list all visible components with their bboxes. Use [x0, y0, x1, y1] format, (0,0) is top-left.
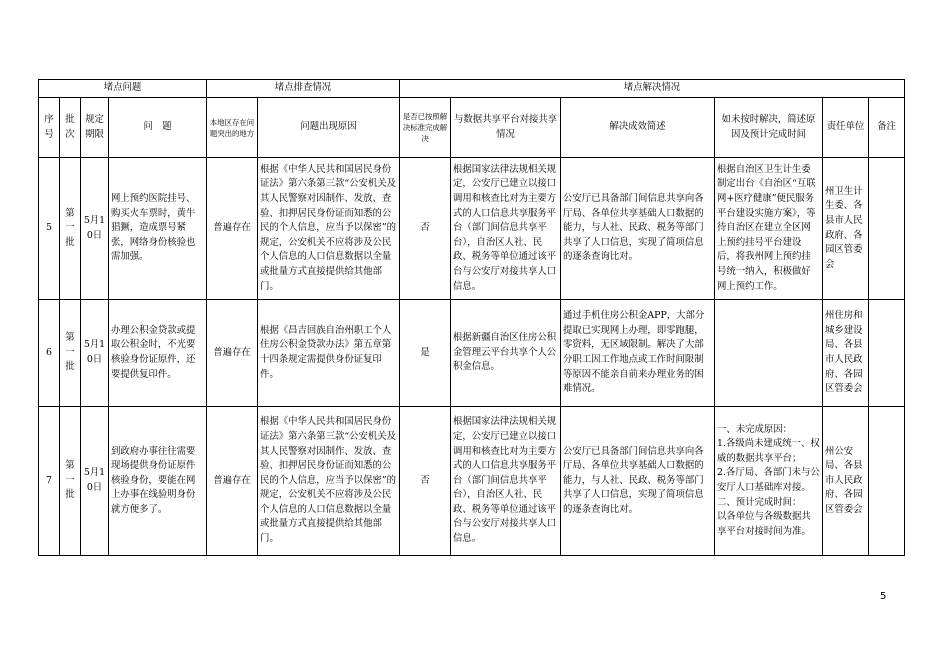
cell-seq: 7: [39, 407, 60, 556]
cell-unfinished: [715, 300, 823, 407]
header-local: 本地区存在问题突出的地方: [207, 98, 258, 158]
cell-local: 普遍存在: [207, 407, 258, 556]
cell-cause: 根据《昌吉回族自治州职工个人住房公积金贷款办法》第五章第十四条规定需提供身份证复印件。: [258, 300, 400, 407]
cell-result: 公安厅已具备部门间信息共享向各厅局、各单位共享基础人口数据的能力，与人社、民政、税务等部门共享了人口信息，实现了简项信息的逐条查询比对。: [561, 158, 715, 300]
cell-resolved: 是: [400, 300, 451, 407]
cell-unfinished: 一、未完成原因： 1.各级尚未建成统一、权威的数据共享平台； 2.各厅局、各部门未与公安厅人口基础库对接。 二、预计完成时间： 以各单位与各级数据共享平台对接时间为准。: [715, 407, 823, 556]
cell-result: 通过手机住房公积金APP，大部分提取已实现网上办理，即零跑腿，零资料，无区域限制。解决了大部分职工因工作地点或工作时间限制等原因不能亲自前来办理业务的困难情况。: [561, 300, 715, 407]
group-header-check: 堵点排查情况: [207, 80, 400, 98]
header-sharing: 与数据共享平台对接共享情况: [451, 98, 561, 158]
header-remark: 备注: [869, 98, 905, 158]
header-unfinished: 如未按时解决，简述原因及预计完成时间: [715, 98, 823, 158]
cell-deadline: 5月10日: [81, 407, 109, 556]
header-batch: 批 次: [60, 98, 81, 158]
group-header-problem: 堵点问题: [39, 80, 207, 98]
cell-unit: 州卫生计生委、各县市人民政府、各园区管委会: [823, 158, 869, 300]
cell-problem: 网上预约医院挂号、购买火车票时，黄牛猖獗，造成票号紧张，网络身份核验也需加强。: [109, 158, 207, 300]
cell-unit: 州住房和城乡建设局、各县市人民政府、各园区管委会: [823, 300, 869, 407]
cell-unfinished: 根据自治区卫生计生委制定出台《自治区“互联网+医疗健康”便民服务平台建设实施方案》，等待自治区在建立全区网上预约挂号平台建设后，将我州网上预约挂号统一纳入，积极做好网上预约工作。: [715, 158, 823, 300]
group-header-solution: 堵点解决情况: [400, 80, 905, 98]
cell-seq: 5: [39, 158, 60, 300]
cell-local: 普遍存在: [207, 158, 258, 300]
cell-local: 普遍存在: [207, 300, 258, 407]
header-problem: 问 题: [109, 98, 207, 158]
cell-batch: 第 一 批: [60, 407, 81, 556]
cell-remark: [869, 407, 905, 556]
cell-deadline: 5月10日: [81, 300, 109, 407]
header-cause: 问题出现原因: [258, 98, 400, 158]
column-header-row: [39, 98, 905, 158]
cell-problem: 到政府办事往往需要现场提供身份证原件核验身份，要能在网上办事在线验明身份就方便多了。: [109, 407, 207, 556]
page-number: 5: [880, 591, 887, 602]
cell-cause: 根据《中华人民共和国居民身份证法》第六条第三款“公安机关及其人民警察对因制作、发放、查验、扣押居民身份证而知悉的公民的个人信息，应当予以保密”的规定，公安机关不应将涉及公民个人信息的人口信息数据以全量或批量方式直接提供给其他部门。: [258, 158, 400, 300]
cell-remark: [869, 300, 905, 407]
table-row: [39, 300, 905, 407]
table-row: [39, 407, 905, 556]
report-table: [38, 79, 905, 556]
header-unit: 责任单位: [823, 98, 869, 158]
cell-remark: [869, 158, 905, 300]
header-seq: 序 号: [39, 98, 60, 158]
cell-batch: 第 一 批: [60, 300, 81, 407]
header-resolved: 是否已按照解决标准完成解决: [400, 98, 451, 158]
group-header-row: [39, 80, 905, 98]
header-result: 解决成效简述: [561, 98, 715, 158]
cell-problem: 办理公积金贷款或提取公积金时，不光要核验身份证原件，还要提供复印件。: [109, 300, 207, 407]
table-row: [39, 158, 905, 300]
cell-resolved: 否: [400, 158, 451, 300]
cell-seq: 6: [39, 300, 60, 407]
cell-result: 公安厅已具备部门间信息共享向各厅局、各单位共享基础人口数据的能力，与人社、民政、税务等部门共享了人口信息，实现了简项信息的逐条查询比对。: [561, 407, 715, 556]
cell-batch: 第 一 批: [60, 158, 81, 300]
cell-deadline: 5月10日: [81, 158, 109, 300]
cell-sharing: 根据国家法律法规相关规定，公安厅已建立以接口调用和核查比对为主要方式的人口信息共享服务平台（部门间信息共享平台），自治区人社、民政、税务等单位通过该平台与公安厅对接共享人口信息。: [451, 407, 561, 556]
cell-unit: 州公安局、各县市人民政府、各园区管委会: [823, 407, 869, 556]
cell-resolved: 否: [400, 407, 451, 556]
cell-sharing: 根据新疆自治区住房公积金管理云平台共享个人公积金信息。: [451, 300, 561, 407]
cell-sharing: 根据国家法律法规相关规定，公安厅已建立以接口调用和核查比对为主要方式的人口信息共享服务平台（部门间信息共享平台），自治区人社、民政、税务等单位通过该平台与公安厅对接共享人口信息。: [451, 158, 561, 300]
header-deadline: 规定期限: [81, 98, 109, 158]
cell-cause: 根据《中华人民共和国居民身份证法》第六条第三款“公安机关及其人民警察对因制作、发放、查验、扣押居民身份证而知悉的公民的个人信息，应当予以保密”的规定，公安机关不应将涉及公民个人信息的人口信息数据以全量或批量方式直接提供给其他部门。: [258, 407, 400, 556]
